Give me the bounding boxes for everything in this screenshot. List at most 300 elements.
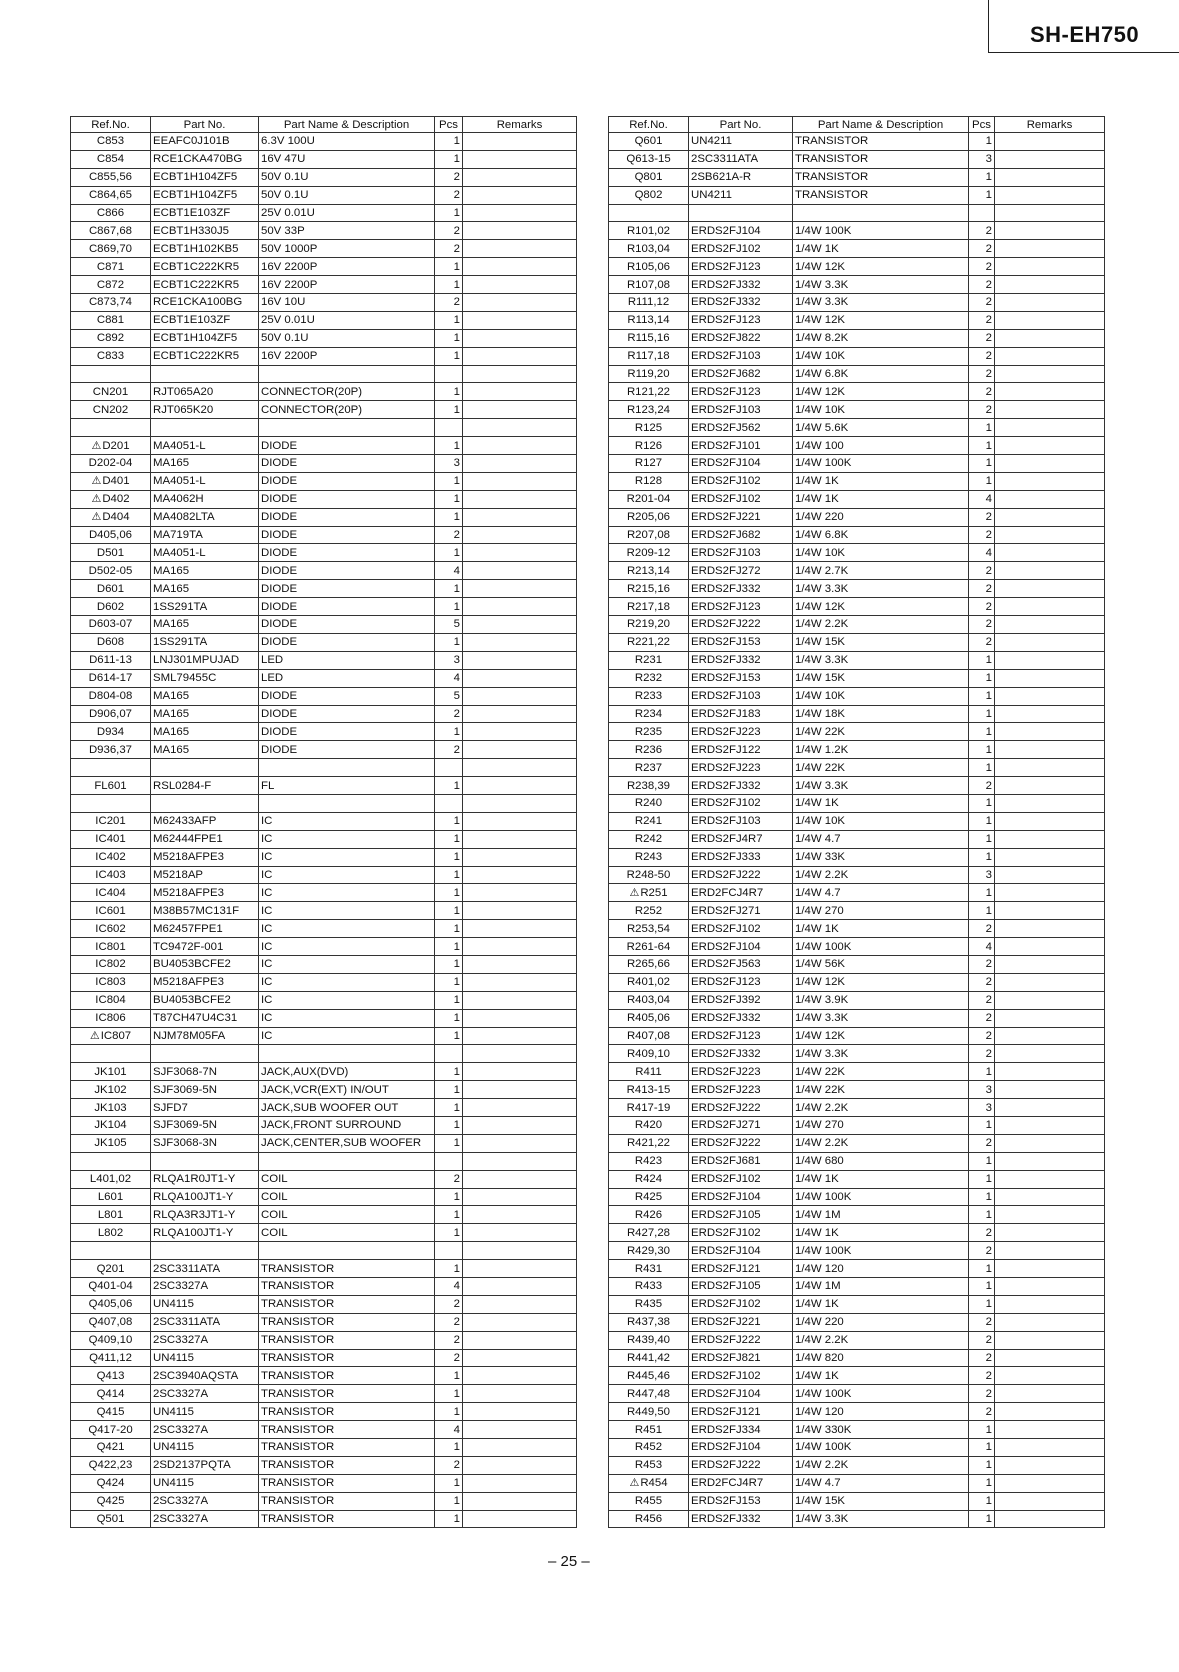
cell-remarks: [995, 884, 1105, 902]
cell-part-no: ERDS2FJ123: [689, 311, 793, 329]
cell-pcs: 2: [969, 1385, 995, 1403]
cell-remarks: [995, 401, 1105, 419]
cell-ref-no: [609, 1474, 689, 1492]
cell-part-no: UN4211: [689, 186, 793, 204]
ref-no-text: D611-13: [89, 654, 132, 667]
cell-part-no: MA165: [151, 580, 259, 598]
cell-pcs: 2: [969, 258, 995, 276]
cell-remarks: [995, 1349, 1105, 1367]
cell-description: 1/4W 1K: [793, 240, 969, 258]
table-row: [609, 1152, 1105, 1170]
cell-part-no: ERDS2FJ122: [689, 741, 793, 759]
ref-no-text: D614-17: [88, 672, 133, 685]
cell-part-no: ERDS2FJ103: [689, 812, 793, 830]
table-row: [71, 1492, 577, 1510]
ref-no-text: R217,18: [626, 600, 671, 613]
cell-description: DIODE: [259, 580, 435, 598]
cell-pcs: 2: [969, 616, 995, 634]
cell-part-no: ERDS2FJ104: [689, 1242, 793, 1260]
table-row: [71, 687, 577, 705]
table-row: [71, 1403, 577, 1421]
cell-description: IC: [259, 938, 435, 956]
ref-no-text: IC601: [95, 904, 126, 917]
cell-ref-no: [609, 401, 689, 419]
cell-remarks: [995, 1260, 1105, 1278]
ref-no-text: R113,14: [627, 314, 670, 327]
cell-ref-no: [71, 973, 151, 991]
cell-description: 1/4W 1M: [793, 1206, 969, 1224]
cell-description: IC: [259, 866, 435, 884]
cell-part-no: 2SC3311ATA: [151, 1260, 259, 1278]
cell-ref-no: [609, 955, 689, 973]
cell-ref-no: [609, 204, 689, 222]
table-row: [609, 1260, 1105, 1278]
cell-remarks: [995, 311, 1105, 329]
cell-remarks: [995, 651, 1105, 669]
table-row: [71, 133, 577, 151]
table-row: [71, 472, 577, 490]
ref-no-text: R417-19: [626, 1101, 671, 1114]
ref-no-text: R215,16: [626, 582, 671, 595]
cell-ref-no: [609, 1421, 689, 1439]
table-row: [71, 437, 577, 455]
cell-part-no: ECBT1C222KR5: [151, 347, 259, 365]
cell-remarks: [463, 222, 577, 240]
cell-ref-no: [71, 1063, 151, 1081]
cell-part-no: SML79455C: [151, 669, 259, 687]
cell-ref-no: [71, 240, 151, 258]
ref-no-text: Q401-04: [88, 1280, 133, 1293]
cell-ref-no: [71, 1385, 151, 1403]
cell-pcs: 1: [435, 1492, 463, 1510]
table-row: [609, 186, 1105, 204]
cell-ref-no: [609, 973, 689, 991]
cell-ref-no: [609, 240, 689, 258]
cell-description: CONNECTOR(20P): [259, 383, 435, 401]
cell-part-no: M5218AFPE3: [151, 884, 259, 902]
cell-ref-no: [609, 1009, 689, 1027]
ref-no-text: R121,22: [626, 385, 671, 398]
ref-no-text: R426: [634, 1208, 663, 1221]
cell-pcs: 1: [969, 651, 995, 669]
ref-no-text: Q613-15: [626, 153, 671, 166]
cell-description: 1/4W 1K: [793, 1295, 969, 1313]
cell-remarks: [995, 1224, 1105, 1242]
cell-remarks: [995, 276, 1105, 294]
cell-description: [259, 365, 435, 383]
cell-ref-no: [71, 1439, 151, 1457]
cell-ref-no: [71, 133, 151, 151]
header-pcs: Pcs: [435, 117, 463, 133]
cell-ref-no: [609, 1152, 689, 1170]
table-row: [609, 884, 1105, 902]
cell-remarks: [463, 1063, 577, 1081]
cell-ref-no: [71, 294, 151, 312]
table-row: [609, 1313, 1105, 1331]
cell-part-no: ERDS2FJ153: [689, 1492, 793, 1510]
cell-part-no: ERDS2FJ332: [689, 294, 793, 312]
cell-pcs: 1: [435, 580, 463, 598]
ref-no-text: R111,12: [627, 296, 670, 309]
cell-description: TRANSISTOR: [259, 1349, 435, 1367]
cell-remarks: [995, 1403, 1105, 1421]
cell-ref-no: [609, 669, 689, 687]
table-row: [71, 633, 577, 651]
cell-description: 1/4W 2.2K: [793, 866, 969, 884]
cell-ref-no: [71, 1403, 151, 1421]
cell-ref-no: [609, 741, 689, 759]
cell-part-no: BU4053BCFE2: [151, 955, 259, 973]
cell-ref-no: [71, 1278, 151, 1296]
table-row: [71, 1313, 577, 1331]
cell-ref-no: [71, 1081, 151, 1099]
cell-ref-no: [71, 991, 151, 1009]
cell-pcs: 2: [435, 168, 463, 186]
cell-ref-no: [71, 365, 151, 383]
table-row: [71, 455, 577, 473]
cell-remarks: [463, 383, 577, 401]
cell-remarks: [463, 633, 577, 651]
cell-remarks: [463, 168, 577, 186]
cell-pcs: 1: [435, 973, 463, 991]
cell-part-no: ECBT1E103ZF: [151, 311, 259, 329]
cell-remarks: [463, 920, 577, 938]
ref-no-text: R238,39: [626, 779, 671, 792]
cell-description: JACK,AUX(DVD): [259, 1063, 435, 1081]
cell-remarks: [995, 240, 1105, 258]
table-row: [71, 1439, 577, 1457]
cell-ref-no: [71, 848, 151, 866]
cell-pcs: 2: [969, 526, 995, 544]
cell-description: 1/4W 3.3K: [793, 1045, 969, 1063]
cell-pcs: 1: [969, 741, 995, 759]
ref-no-text: R117,18: [627, 350, 670, 363]
cell-ref-no: [609, 1188, 689, 1206]
cell-pcs: 2: [969, 1403, 995, 1421]
cell-part-no: ERDS2FJ102: [689, 490, 793, 508]
table-row: [609, 687, 1105, 705]
cell-ref-no: [71, 276, 151, 294]
table-row: [609, 938, 1105, 956]
cell-pcs: 2: [435, 1295, 463, 1313]
ref-no-text: R236: [634, 743, 663, 756]
ref-no-text: D602: [96, 600, 125, 613]
cell-ref-no: [609, 329, 689, 347]
cell-part-no: 2SC3940AQSTA: [151, 1367, 259, 1385]
table-row: [609, 1063, 1105, 1081]
cell-pcs: 2: [969, 1242, 995, 1260]
ref-no-text: C855,56: [88, 171, 133, 184]
cell-part-no: ERDS2FJ123: [689, 383, 793, 401]
cell-ref-no: [609, 1116, 689, 1134]
cell-description: 1/4W 6.8K: [793, 365, 969, 383]
cell-description: 50V 33P: [259, 222, 435, 240]
cell-pcs: 1: [969, 455, 995, 473]
header-ref-no: Ref.No.: [71, 117, 151, 133]
table-row: [609, 544, 1105, 562]
cell-part-no: ERDS2FJ333: [689, 848, 793, 866]
table-row: [609, 955, 1105, 973]
cell-part-no: ERDS2FJ821: [689, 1349, 793, 1367]
cell-remarks: [463, 1170, 577, 1188]
cell-description: TRANSISTOR: [259, 1474, 435, 1492]
cell-pcs: 2: [969, 955, 995, 973]
cell-ref-no: [609, 133, 689, 151]
cell-pcs: 1: [435, 383, 463, 401]
cell-description: 50V 0.1U: [259, 186, 435, 204]
cell-part-no: 2SD2137PQTA: [151, 1456, 259, 1474]
cell-ref-no: [609, 1063, 689, 1081]
cell-pcs: 2: [969, 508, 995, 526]
cell-description: 1/4W 820: [793, 1349, 969, 1367]
cell-ref-no: [71, 329, 151, 347]
ref-no-text: R252: [634, 904, 663, 917]
cell-part-no: UN4115: [151, 1474, 259, 1492]
cell-description: 1/4W 15K: [793, 633, 969, 651]
cell-part-no: ERDS2FJ822: [689, 329, 793, 347]
cell-ref-no: [609, 1403, 689, 1421]
table-row: [609, 991, 1105, 1009]
cell-pcs: 2: [969, 347, 995, 365]
table-row: [71, 759, 577, 777]
cell-remarks: [463, 1152, 577, 1170]
cell-description: 1/4W 220: [793, 508, 969, 526]
cell-ref-no: [71, 311, 151, 329]
cell-ref-no: [71, 526, 151, 544]
table-row: [609, 1278, 1105, 1296]
cell-part-no: ERDS2FJ332: [689, 580, 793, 598]
cell-part-no: ERDS2FJ332: [689, 276, 793, 294]
cell-description: LED: [259, 651, 435, 669]
ref-no-text: IC807: [100, 1029, 132, 1042]
cell-remarks: [995, 508, 1105, 526]
cell-pcs: 1: [435, 437, 463, 455]
table-row: [609, 311, 1105, 329]
cell-description: IC: [259, 848, 435, 866]
table-row: [71, 705, 577, 723]
cell-remarks: [995, 455, 1105, 473]
cell-part-no: ERDS2FJ332: [689, 777, 793, 795]
cell-pcs: 1: [435, 1116, 463, 1134]
cell-pcs: 1: [435, 544, 463, 562]
cell-part-no: ERDS2FJ221: [689, 508, 793, 526]
cell-pcs: 2: [969, 1045, 995, 1063]
cell-pcs: 1: [969, 186, 995, 204]
table-row: [71, 1152, 577, 1170]
table-row: [609, 133, 1105, 151]
cell-pcs: 1: [969, 133, 995, 151]
cell-part-no: ERDS2FJ102: [689, 1224, 793, 1242]
cell-ref-no: [71, 884, 151, 902]
table-row: [609, 777, 1105, 795]
cell-ref-no: [609, 311, 689, 329]
cell-remarks: [463, 651, 577, 669]
cell-remarks: [995, 1045, 1105, 1063]
cell-description: TRANSISTOR: [259, 1367, 435, 1385]
cell-ref-no: [609, 562, 689, 580]
table-row: [71, 777, 577, 795]
cell-part-no: ECBT1H330J5: [151, 222, 259, 240]
cell-part-no: MA4082LTA: [151, 508, 259, 526]
cell-ref-no: [609, 1045, 689, 1063]
table-row: [71, 651, 577, 669]
ref-no-text: R405,06: [626, 1012, 671, 1025]
cell-part-no: ERDS2FJ104: [689, 1439, 793, 1457]
cell-part-no: ERDS2FJ104: [689, 222, 793, 240]
cell-remarks: [463, 1492, 577, 1510]
cell-ref-no: [71, 812, 151, 830]
table-row: [609, 222, 1105, 240]
cell-ref-no: [71, 472, 151, 490]
table-row: [71, 490, 577, 508]
cell-description: 1/4W 1K: [793, 1224, 969, 1242]
table-row: [71, 1099, 577, 1117]
table-row: [71, 1367, 577, 1385]
table-row: [71, 1224, 577, 1242]
table-row: [609, 258, 1105, 276]
cell-description: 1/4W 2.2K: [793, 1456, 969, 1474]
ref-no-text: D603-07: [88, 618, 133, 631]
cell-remarks: [463, 1403, 577, 1421]
cell-remarks: [995, 1474, 1105, 1492]
table-row: [609, 848, 1105, 866]
cell-remarks: [463, 902, 577, 920]
cell-pcs: 1: [969, 1456, 995, 1474]
cell-part-no: ECBT1C222KR5: [151, 276, 259, 294]
table-row: [609, 1027, 1105, 1045]
cell-remarks: [995, 687, 1105, 705]
table-row: [609, 1081, 1105, 1099]
cell-ref-no: [609, 490, 689, 508]
cell-description: [259, 1152, 435, 1170]
cell-part-no: M62433AFP: [151, 812, 259, 830]
cell-remarks: [463, 598, 577, 616]
cell-pcs: 2: [969, 276, 995, 294]
cell-ref-no: [71, 1188, 151, 1206]
cell-pcs: 2: [435, 1331, 463, 1349]
parts-table-right-body: [609, 133, 1105, 1528]
ref-no-text: D936,37: [88, 743, 133, 756]
cell-description: 1/4W 3.3K: [793, 1510, 969, 1528]
cell-part-no: MA165: [151, 562, 259, 580]
cell-remarks: [463, 830, 577, 848]
cell-pcs: 2: [435, 240, 463, 258]
cell-pcs: 2: [435, 526, 463, 544]
ref-no-text: IC403: [95, 868, 126, 881]
table-row: [609, 651, 1105, 669]
cell-part-no: MA4051-L: [151, 472, 259, 490]
cell-remarks: [995, 1099, 1105, 1117]
cell-ref-no: [71, 544, 151, 562]
cell-remarks: [995, 526, 1105, 544]
cell-remarks: [463, 1278, 577, 1296]
cell-ref-no: [609, 186, 689, 204]
ref-no-text: Q417-20: [88, 1423, 133, 1436]
cell-part-no: ERDS2FJ222: [689, 1134, 793, 1152]
cell-ref-no: [609, 723, 689, 741]
cell-part-no: ERDS2FJ103: [689, 544, 793, 562]
cell-ref-no: [71, 1242, 151, 1260]
cell-description: 1/4W 3.3K: [793, 777, 969, 795]
ref-no-text: R451: [634, 1423, 663, 1436]
cell-remarks: [463, 687, 577, 705]
ref-no-text: R205,06: [626, 511, 671, 524]
cell-pcs: 1: [969, 884, 995, 902]
cell-description: JACK,SUB WOOFER OUT: [259, 1099, 435, 1117]
safety-warning-icon: ⚠: [91, 511, 102, 524]
cell-part-no: MA165: [151, 616, 259, 634]
ref-no-text: R435: [634, 1298, 663, 1311]
cell-remarks: [463, 1134, 577, 1152]
cell-description: TRANSISTOR: [259, 1510, 435, 1528]
cell-part-no: ERDS2FJ563: [689, 955, 793, 973]
ref-no-text: D401: [102, 475, 130, 488]
ref-no-text: L601: [97, 1190, 124, 1203]
cell-part-no: SJF3068-7N: [151, 1063, 259, 1081]
ref-no-text: IC802: [95, 958, 126, 971]
cell-description: 50V 0.1U: [259, 168, 435, 186]
cell-ref-no: [609, 1027, 689, 1045]
cell-pcs: 1: [435, 329, 463, 347]
cell-remarks: [463, 508, 577, 526]
cell-remarks: [463, 1331, 577, 1349]
cell-part-no: UN4115: [151, 1295, 259, 1313]
cell-description: TRANSISTOR: [259, 1278, 435, 1296]
cell-pcs: 1: [435, 598, 463, 616]
table-row: [71, 347, 577, 365]
cell-ref-no: [609, 1170, 689, 1188]
cell-remarks: [463, 1116, 577, 1134]
cell-remarks: [463, 669, 577, 687]
cell-remarks: [463, 884, 577, 902]
ref-no-text: Q415: [96, 1405, 125, 1418]
cell-part-no: [151, 1152, 259, 1170]
cell-description: 1/4W 3.3K: [793, 580, 969, 598]
cell-pcs: 1: [969, 812, 995, 830]
cell-remarks: [995, 616, 1105, 634]
ref-no-text: R456: [634, 1513, 663, 1526]
cell-ref-no: [71, 1421, 151, 1439]
cell-pcs: [435, 1045, 463, 1063]
cell-ref-no: [71, 1134, 151, 1152]
cell-part-no: ERDS2FJ392: [689, 991, 793, 1009]
cell-part-no: ERDS2FJ682: [689, 526, 793, 544]
cell-ref-no: [71, 633, 151, 651]
cell-description: JACK,VCR(EXT) IN/OUT: [259, 1081, 435, 1099]
table-row: [609, 1242, 1105, 1260]
cell-remarks: [995, 1421, 1105, 1439]
table-row: [609, 240, 1105, 258]
cell-description: 1/4W 3.3K: [793, 276, 969, 294]
cell-part-no: 2SC3327A: [151, 1510, 259, 1528]
table-row: [71, 1474, 577, 1492]
table-row: [609, 830, 1105, 848]
cell-remarks: [995, 1188, 1105, 1206]
cell-description: 1/4W 12K: [793, 973, 969, 991]
cell-description: DIODE: [259, 526, 435, 544]
cell-ref-no: [71, 1331, 151, 1349]
cell-remarks: [463, 1188, 577, 1206]
ref-no-text: R115,16: [627, 332, 670, 345]
cell-part-no: M38B57MC131F: [151, 902, 259, 920]
ref-no-text: JK105: [94, 1137, 127, 1150]
cell-remarks: [995, 991, 1105, 1009]
cell-remarks: [463, 1439, 577, 1457]
cell-description: 1/4W 10K: [793, 687, 969, 705]
cell-pcs: 1: [435, 866, 463, 884]
cell-ref-no: [609, 472, 689, 490]
table-row: [71, 830, 577, 848]
